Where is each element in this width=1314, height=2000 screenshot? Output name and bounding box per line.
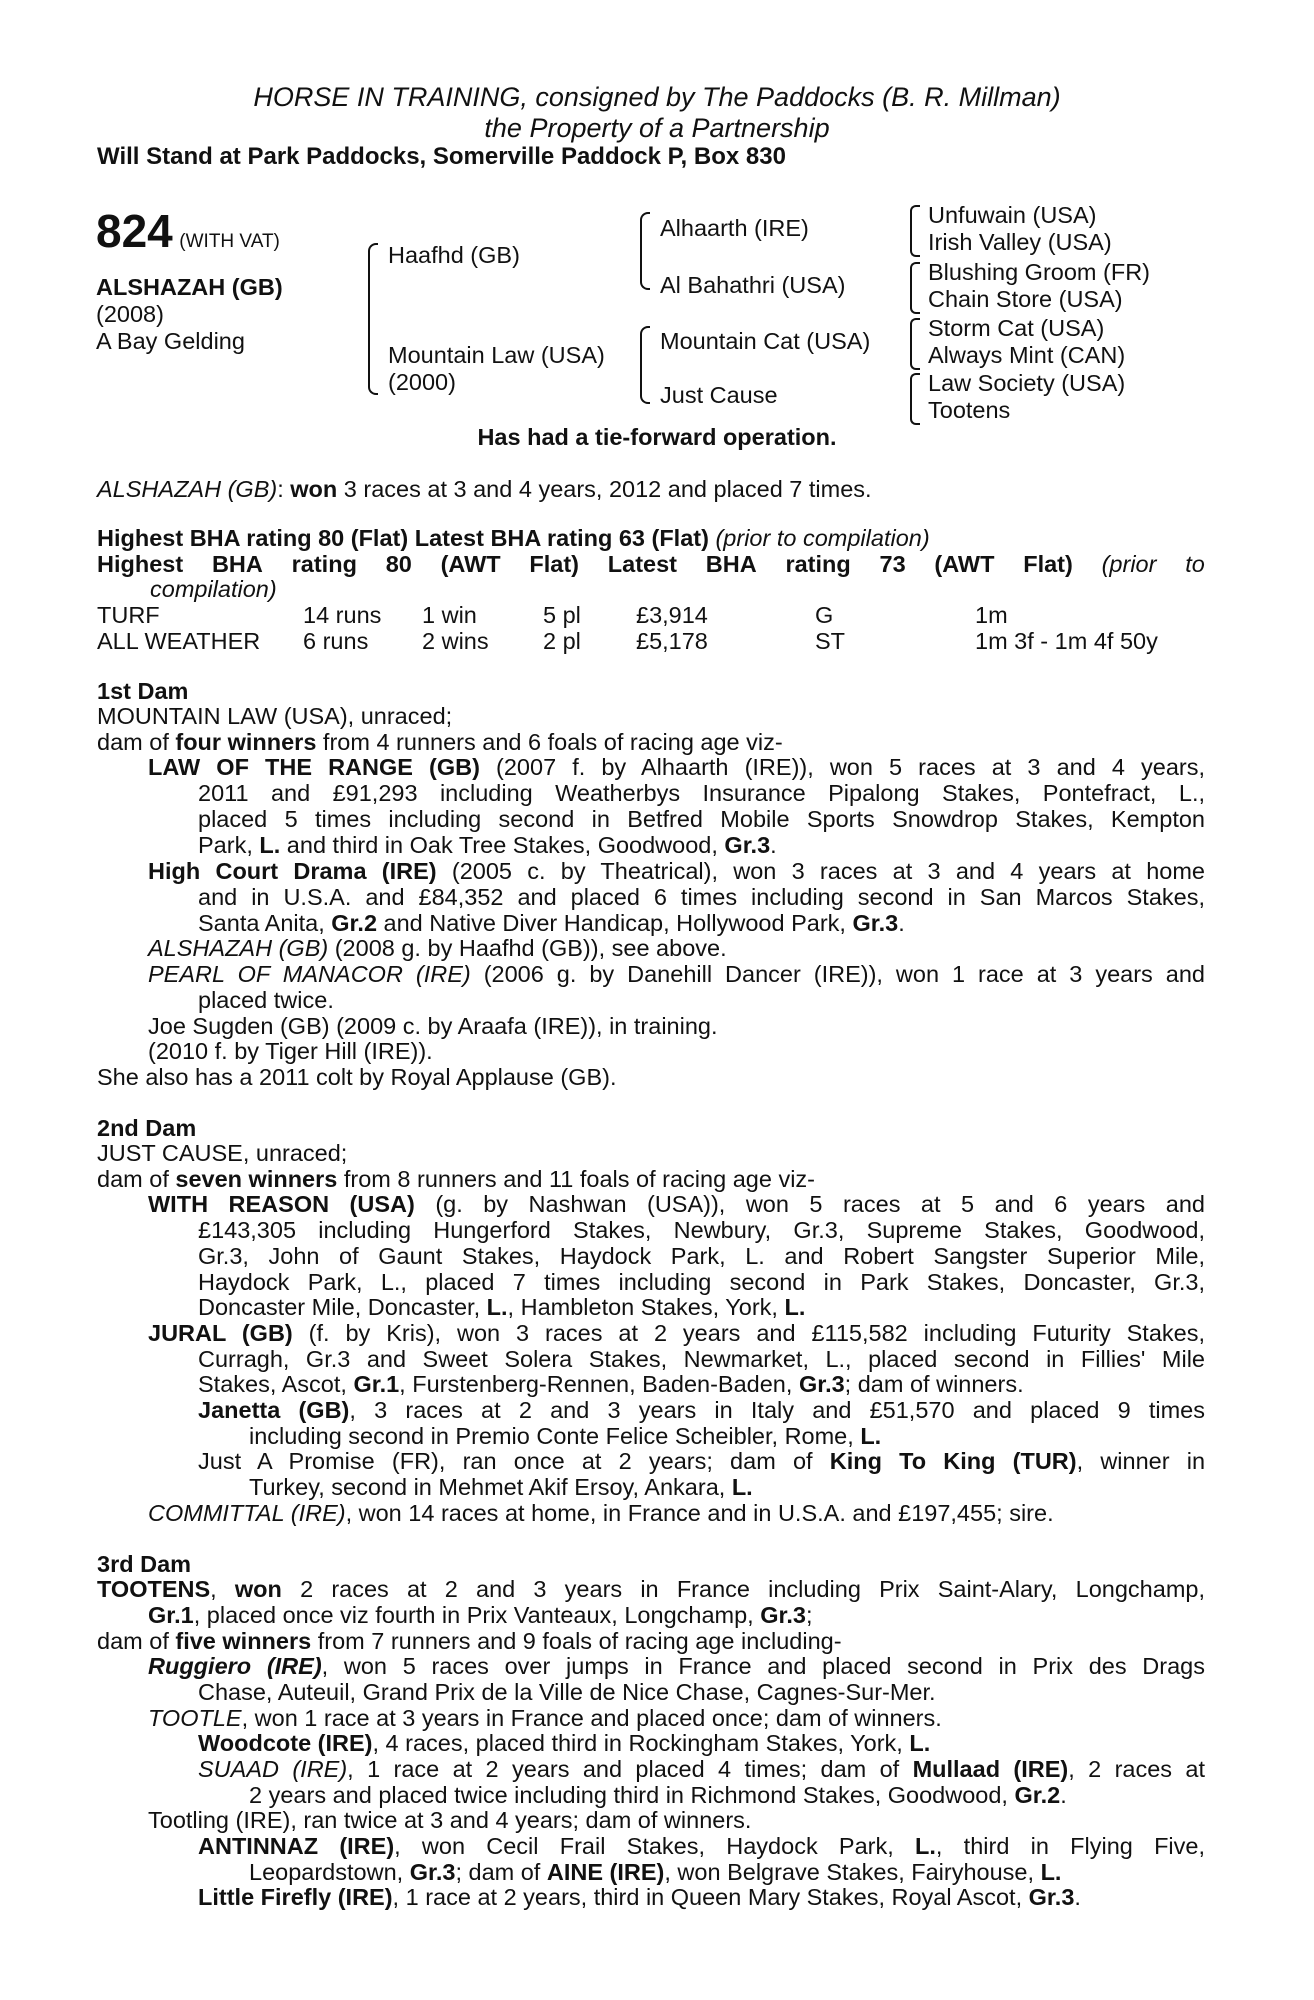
pedigree-g3-8: Tootens bbox=[928, 397, 1011, 423]
record-runs: 6 runs bbox=[303, 628, 369, 654]
record-placed: 2 pl bbox=[543, 628, 581, 654]
pedigree-brace bbox=[640, 326, 650, 404]
lot-number: 824 bbox=[96, 205, 173, 257]
dam3-entry-1-line-2: Chase, Auteuil, Grand Prix de la Ville de Nice Chase, Cagnes-Sur-Mer. bbox=[198, 1679, 936, 1705]
record-going: G bbox=[815, 602, 834, 628]
pedigree-brace bbox=[910, 262, 920, 314]
pedigree-brace bbox=[910, 373, 920, 425]
ratings-line-1: Highest BHA rating 80 (Flat) Latest BHA rating 63 (Flat) (prior to compilation) bbox=[97, 525, 930, 551]
pedigree-sire-sire: Alhaarth (IRE) bbox=[660, 215, 809, 241]
pedigree-g3-4: Chain Store (USA) bbox=[928, 286, 1123, 312]
dam1-entry-1-line-3: placed 5 times including second in Betfred Mobile Sports Snowdrop Stakes, Kempton bbox=[198, 808, 1205, 832]
header-line-3: Will Stand at Park Paddocks, Somerville Paddock P, Box 830 bbox=[97, 143, 786, 170]
dam3-entry-2: TOOTLE, won 1 race at 3 years in France and placed once; dam of winners. bbox=[148, 1705, 942, 1731]
dam3-entry-6-line-2: Leopardstown, Gr.3; dam of AINE (IRE), won Belgrave Stakes, Fairyhouse, L. bbox=[249, 1859, 1062, 1885]
dam1-entry-1-line-2: 2011 and £91,293 including Weatherbys Insurance Pipalong Stakes, Pontefract, L., bbox=[198, 782, 1205, 806]
record-surface: TURF bbox=[97, 602, 160, 628]
dam1-entry-4-line-1: PEARL OF MANACOR (IRE) (2006 g. by Danehill Dancer (IRE)), won 1 race at 3 years and bbox=[148, 963, 1205, 987]
dam2-entry-3-line-2: including second in Premio Conte Felice Scheibler, Rome, L. bbox=[249, 1423, 882, 1449]
dam1-entry-2-line-2: and in U.S.A. and £84,352 and placed 6 times including second in San Marcos Stakes, bbox=[198, 886, 1205, 910]
record-going: ST bbox=[815, 628, 846, 654]
record-surface: ALL WEATHER bbox=[97, 628, 261, 654]
lot-number-block bbox=[96, 205, 280, 257]
horse-description: A Bay Gelding bbox=[96, 328, 245, 354]
summary-won: won bbox=[290, 476, 338, 502]
dam3-entry-4-line-1: SUAAD (IRE), 1 race at 2 years and placed 4 times; dam of Mullaad (IRE), 2 races at bbox=[198, 1758, 1205, 1782]
dam2-entry-1-line-3: Gr.3, John of Gaunt Stakes, Haydock Park, L. and Robert Sangster Superior Mile, bbox=[198, 1245, 1205, 1269]
pedigree-dam: Mountain Law (USA) bbox=[388, 342, 605, 368]
record-wins: 1 win bbox=[422, 602, 477, 628]
pedigree-note: Has had a tie-forward operation. bbox=[477, 424, 837, 450]
horse-year: (2008) bbox=[96, 301, 164, 327]
pedigree-g3-5: Storm Cat (USA) bbox=[928, 315, 1105, 341]
dam1-entry-1-line-4: Park, L. and third in Oak Tree Stakes, Goodwood, Gr.3. bbox=[198, 832, 777, 858]
dam2-entry-2-line-3: Stakes, Ascot, Gr.1, Furstenberg-Rennen, Baden-Baden, Gr.3; dam of winners. bbox=[198, 1371, 1024, 1397]
dam1-line-2: dam of four winners from 4 runners and 6 foals of racing age viz- bbox=[97, 729, 783, 755]
dam2-entry-1-line-2: £143,305 including Hungerford Stakes, Newbury, Gr.3, Supreme Stakes, Goodwood, bbox=[198, 1219, 1205, 1243]
pedigree-sire-dam: Al Bahathri (USA) bbox=[660, 272, 846, 298]
dam3-entry-6-line-1: ANTINNAZ (IRE), won Cecil Frail Stakes, Haydock Park, L., third in Flying Five, bbox=[198, 1835, 1205, 1859]
dam1-entry-1-line-1: LAW OF THE RANGE (GB) (2007 f. by Alhaarth (IRE)), won 5 races at 3 and 4 years, bbox=[148, 756, 1205, 780]
pedigree-g3-7: Law Society (USA) bbox=[928, 370, 1126, 396]
dam1-entry-2-line-1: High Court Drama (IRE) (2005 c. by Theatrical), won 3 races at 3 and 4 years at home bbox=[148, 860, 1205, 884]
dam3-line-3: dam of five winners from 7 runners and 9 foals of racing age including- bbox=[97, 1628, 842, 1654]
pedigree-brace bbox=[368, 243, 378, 395]
dam3-line-2: Gr.1, placed once viz fourth in Prix Vanteaux, Longchamp, Gr.3; bbox=[148, 1602, 813, 1628]
dam2-entry-1-line-1: WITH REASON (USA) (g. by Nashwan (USA)), won 5 races at 5 and 6 years and bbox=[148, 1193, 1205, 1217]
ratings-line-3: compilation) bbox=[150, 576, 277, 602]
dam3-entry-3: Woodcote (IRE), 4 races, placed third in Rockingham Stakes, York, L. bbox=[198, 1730, 931, 1756]
record-prize: £5,178 bbox=[636, 628, 708, 654]
dam1-entry-5: Joe Sugden (GB) (2009 c. by Araafa (IRE)), in training. bbox=[148, 1013, 718, 1039]
summary-line: ALSHAZAH (GB): won 3 races at 3 and 4 years, 2012 and placed 7 times. bbox=[97, 476, 872, 502]
dam2-entry-4-line-2: Turkey, second in Mehmet Akif Ersoy, Ankara, L. bbox=[249, 1474, 753, 1500]
dam2-entry-1-line-4: Haydock Park, L., placed 7 times including second in Park Stakes, Doncaster, Gr.3, bbox=[198, 1271, 1205, 1295]
section-heading-3rd-dam: 3rd Dam bbox=[97, 1551, 192, 1577]
pedigree-brace bbox=[640, 212, 650, 290]
pedigree-g3-1: Unfuwain (USA) bbox=[928, 202, 1097, 228]
dam2-entry-1-line-5: Doncaster Mile, Doncaster, L., Hambleton Stakes, York, L. bbox=[198, 1294, 806, 1320]
record-distance: 1m 3f - 1m 4f 50y bbox=[975, 628, 1158, 654]
lot-vat: (WITH VAT) bbox=[179, 231, 280, 252]
header-line-1: HORSE IN TRAINING, consigned by The Paddocks (B. R. Millman) bbox=[253, 82, 1061, 112]
dam3-entry-1-line-1: Ruggiero (IRE), won 5 races over jumps in France and placed second in Prix des Drags bbox=[148, 1655, 1205, 1679]
dam2-entry-5: COMMITTAL (IRE), won 14 races at home, in France and in U.S.A. and £197,455; sire. bbox=[148, 1500, 1054, 1526]
pedigree-g3-6: Always Mint (CAN) bbox=[928, 342, 1126, 368]
dam1-entry-3: ALSHAZAH (GB) (2008 g. by Haafhd (GB)), see above. bbox=[148, 935, 727, 961]
pedigree-brace bbox=[910, 318, 920, 370]
ratings-line-2: Highest BHA rating 80 (AWT Flat) Latest BHA rating 73 (AWT Flat) (prior to bbox=[97, 551, 1205, 577]
pedigree-sire: Haafhd (GB) bbox=[388, 242, 520, 268]
dam2-entry-4-line-1: Just A Promise (FR), ran once at 2 years; dam of King To King (TUR), winner in bbox=[198, 1450, 1205, 1474]
dam2-line-2: dam of seven winners from 8 runners and 11 foals of racing age viz- bbox=[97, 1166, 815, 1192]
header-line-2: the Property of a Partnership bbox=[484, 113, 830, 143]
dam3-line-1: TOOTENS, won 2 races at 2 and 3 years in France including Prix Saint-Alary, Longchamp, bbox=[97, 1578, 1205, 1602]
dam1-entry-4-line-2: placed twice. bbox=[198, 987, 334, 1013]
dam1-footnote: She also has a 2011 colt by Royal Applause (GB). bbox=[97, 1064, 617, 1090]
record-prize: £3,914 bbox=[636, 602, 708, 628]
pedigree-dam-sire: Mountain Cat (USA) bbox=[660, 328, 871, 354]
dam2-entry-2-line-2: Curragh, Gr.3 and Sweet Solera Stakes, Newmarket, L., placed second in Fillies' Mile bbox=[198, 1348, 1205, 1372]
pedigree-dam-year: (2000) bbox=[388, 369, 456, 395]
record-runs: 14 runs bbox=[303, 602, 382, 628]
pedigree-g3-3: Blushing Groom (FR) bbox=[928, 259, 1150, 285]
summary-horse-name: ALSHAZAH (GB) bbox=[97, 476, 278, 502]
dam3-entry-5: Tootling (IRE), ran twice at 3 and 4 years; dam of winners. bbox=[148, 1807, 752, 1833]
dam2-entry-2-line-1: JURAL (GB) (f. by Kris), won 3 races at 2 years and £115,582 including Futurity Stakes, bbox=[148, 1322, 1205, 1346]
dam1-entry-6: (2010 f. by Tiger Hill (IRE)). bbox=[148, 1038, 433, 1064]
pedigree-dam-dam: Just Cause bbox=[660, 382, 778, 408]
dam2-line-1: JUST CAUSE, unraced; bbox=[97, 1140, 348, 1166]
section-heading-1st-dam: 1st Dam bbox=[97, 678, 189, 704]
dam3-entry-4-line-2: 2 years and placed twice including third in Richmond Stakes, Goodwood, Gr.2. bbox=[249, 1782, 1067, 1808]
pedigree-g3-2: Irish Valley (USA) bbox=[928, 229, 1112, 255]
horse-name: ALSHAZAH (GB) bbox=[96, 274, 283, 300]
pedigree-brace bbox=[910, 205, 920, 257]
dam1-line-1: MOUNTAIN LAW (USA), unraced; bbox=[97, 703, 453, 729]
record-distance: 1m bbox=[975, 602, 1008, 628]
dam2-entry-3-line-1: Janetta (GB), 3 races at 2 and 3 years in Italy and £51,570 and placed 9 times bbox=[198, 1399, 1205, 1423]
section-heading-2nd-dam: 2nd Dam bbox=[97, 1115, 197, 1141]
record-wins: 2 wins bbox=[422, 628, 489, 654]
dam3-entry-7: Little Firefly (IRE), 1 race at 2 years, third in Queen Mary Stakes, Royal Ascot, Gr.3. bbox=[198, 1884, 1081, 1910]
dam1-entry-2-line-3: Santa Anita, Gr.2 and Native Diver Handicap, Hollywood Park, Gr.3. bbox=[198, 910, 905, 936]
record-placed: 5 pl bbox=[543, 602, 581, 628]
